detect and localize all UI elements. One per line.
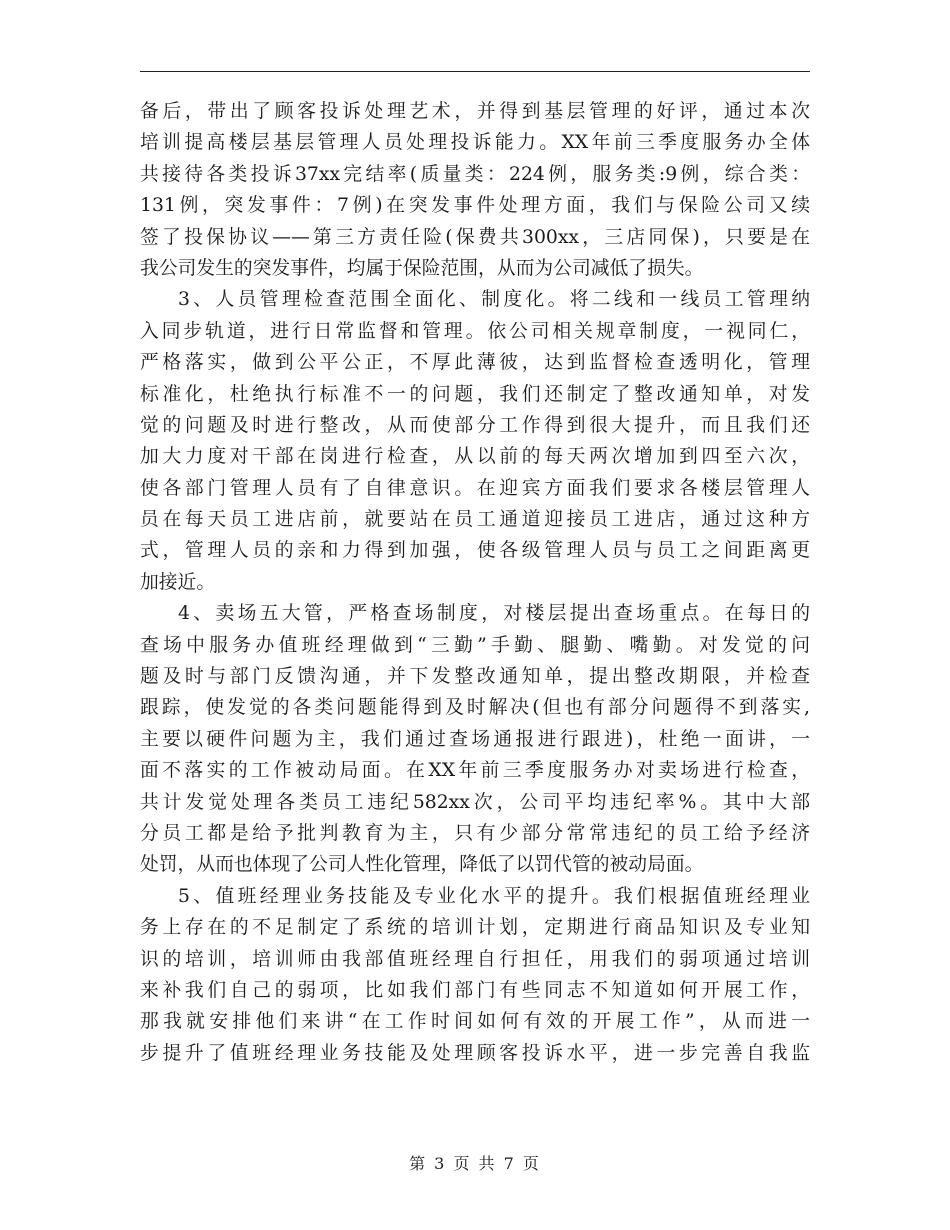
text-line: 使各部门管理人员有了自律意识。在迎宾方面我们要求各楼层管理人 xyxy=(140,477,810,499)
text-line: 觉的问题及时进行整改，从而使部分工作得到很大提升，而且我们还 xyxy=(140,414,810,436)
text-line: 来补我们自己的弱项，比如我们部门有些同志不知道如何开展工作， xyxy=(140,979,810,1001)
text-line: 那我就安排他们来讲“在工作时间如何有效的开展工作”，从而进一 xyxy=(140,1011,810,1033)
text-line: 员在每天员工进店前，就要站在员工通道迎接员工进店，通过这种方 xyxy=(140,509,810,531)
text-line: 面不落实的工作被动局面。在XX年前三季度服务办对卖场进行检查， xyxy=(140,760,810,782)
text-line: 签了投保协议——第三方责任险(保费共300xx，三店同保)，只要是在 xyxy=(140,226,810,248)
text-line: 共计发觉处理各类员工违纪582xx次，公司平均违纪率%。其中大部 xyxy=(140,791,810,813)
text-line: 题及时与部门反馈沟通，并下发整改通知单，提出整改期限，并检查 xyxy=(140,666,810,688)
text-line: 标准化，杜绝执行标准不一的问题，我们还制定了整改通知单，对发 xyxy=(140,383,810,405)
text-line: 加大力度对干部在岗进行检查，从以前的每天两次增加到四至六次， xyxy=(140,446,810,468)
text-line: 主要以硬件问题为主，我们通过查场通报进行跟进)，杜绝一面讲，一 xyxy=(140,728,810,750)
text-line: 培训提高楼层基层管理人员处理投诉能力。XX年前三季度服务办全体 xyxy=(140,132,810,154)
text-line: 处罚，从而也体现了公司人性化管理，降低了以罚代管的被动局面。 xyxy=(140,854,704,876)
text-line: 步提升了值班经理业务技能及处理顾客投诉水平，进一步完善自我监 xyxy=(140,1042,810,1064)
text-line: 查场中服务办值班经理做到“三勤”手勤、腿勤、嘴勤。对发觉的问 xyxy=(140,634,810,656)
text-line: 5、值班经理业务技能及专业化水平的提升。我们根据值班经理业 xyxy=(178,885,810,907)
text-line: 严格落实，做到公平公正，不厚此薄彼，达到监督检查透明化，管理 xyxy=(140,352,810,374)
document-body xyxy=(140,96,810,1069)
text-line: 识的培训，培训师由我部值班经理自行担任，用我们的弱项通过培训 xyxy=(140,948,810,970)
text-line: 加接近。 xyxy=(140,571,216,593)
text-line: 3、人员管理检查范围全面化、制度化。将二线和一线员工管理纳 xyxy=(178,289,810,311)
text-line: 我公司发生的突发事件，均属于保险范围，从而为公司减低了损失。 xyxy=(140,257,704,279)
text-line: 入同步轨道，进行日常监督和管理。依公司相关规章制度，一视同仁， xyxy=(140,320,810,342)
text-line: 4、卖场五大管，严格查场制度，对楼层提出查场重点。在每日的 xyxy=(178,603,810,625)
page-footer: 第 3 页 共 7 页 xyxy=(409,1154,541,1173)
text-line: 式，管理人员的亲和力得到加强，使各级管理人员与员工之间距离更 xyxy=(140,540,810,562)
text-line: 务上存在的不足制定了系统的培训计划，定期进行商品知识及专业知 xyxy=(140,917,810,939)
text-line: 跟踪，使发觉的各类问题能得到及时解决(但也有部分问题得不到落实, xyxy=(140,697,810,719)
header-rule xyxy=(140,71,810,72)
text-line: 131例，突发事件：7例)在突发事件处理方面，我们与保险公司又续 xyxy=(140,195,810,217)
text-line: 共接待各类投诉37xx完结率(质量类：224例，服务类:9例，综合类： xyxy=(140,163,810,185)
text-line: 分员工都是给予批判教育为主，只有少部分常常违纪的员工给予经济 xyxy=(140,822,810,844)
text-line: 备后，带出了顾客投诉处理艺术，并得到基层管理的好评，通过本次 xyxy=(140,101,810,122)
